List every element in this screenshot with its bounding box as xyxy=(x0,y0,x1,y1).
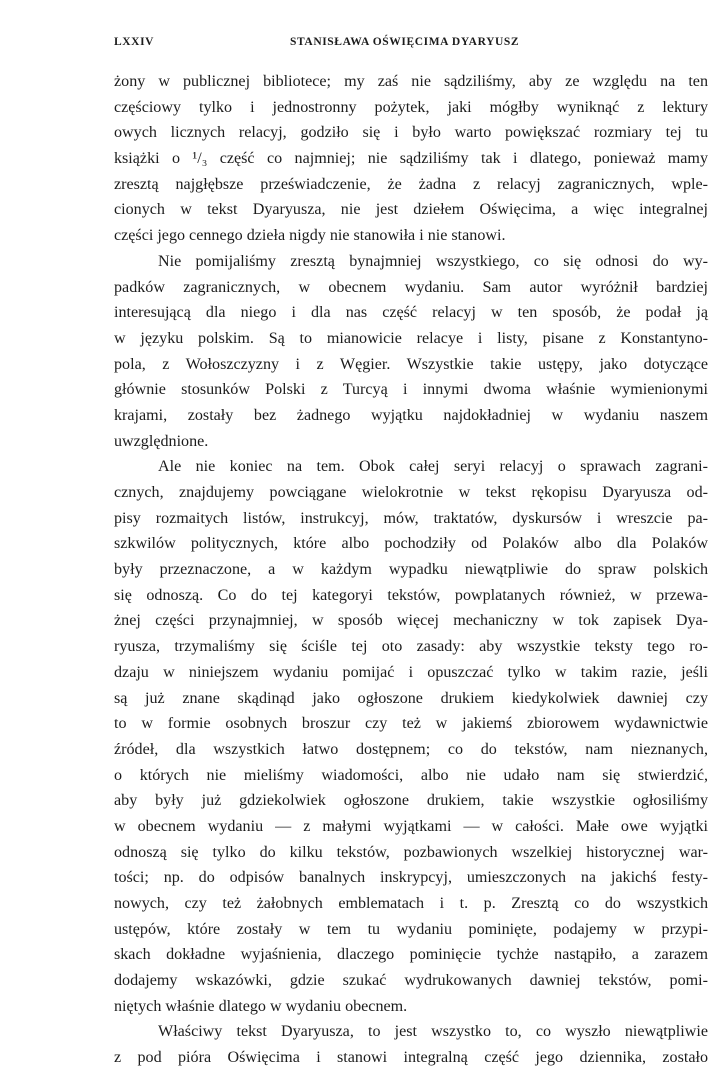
text-line: odnoszą się tylko do kilku tekstów, pozbawionych wszelkiej historycznej war- xyxy=(114,843,708,861)
page-header xyxy=(114,36,706,52)
body-text xyxy=(114,69,708,1071)
text-line: aby były już gdziekolwiek ogłoszone drukiem, takie wszystkie ogłosiliśmy xyxy=(114,792,708,810)
text-line: skach dokładne wyjaśnienia, dlaczego pominięcie tychże nastąpiło, a zarazem xyxy=(114,946,708,964)
text-line: nowych, czy też żałobnych emblematach i t. p. Zresztą co do wszystkich xyxy=(114,895,708,912)
text-line: dzaju w niniejszem wydaniu pomijać i opuszczać tylko w takim razie, jeśli xyxy=(114,663,708,681)
text-line: tości; np. do odpisów banalnych inskrypcyj, umieszczonych na jakichś festy- xyxy=(114,869,708,887)
text-line: żony w publicznej bibliotece; my zaś nie sądziliśmy, aby ze względu na ten xyxy=(114,73,708,90)
text-line: się odnoszą. Co do tej kategoryi tekstów, powplatanych również, w przewa- xyxy=(114,586,708,604)
text-line: interesującą dla niego i dla nas część relacyj w ten sposób, że podał ją xyxy=(114,304,708,322)
text-line: w obecnem wydaniu — z małymi wyjątkami — w całości. Małe owe wyjątki xyxy=(114,817,708,835)
text-line: owych licznych relacyj, godziło się i było warto powiększać rozmiary tej tu xyxy=(114,124,708,142)
text-line: części jego cennego dzieła nigdy nie stanowiła i nie stanowi. xyxy=(114,227,506,245)
text-line: dodajemy wskazówki, gdzie szukać wydrukowanych dawniej tekstów, pomi- xyxy=(114,972,708,990)
text-line: szkwilów politycznych, które albo pochodziły od Polaków albo dla Polaków xyxy=(114,535,708,553)
text-line: ryusza, trzymaliśmy się ściśle tej oto zasady: aby wszystkie teksty tego ro- xyxy=(114,638,708,656)
text-line: niętych właśnie dlatego w wydaniu obecnem. xyxy=(114,997,408,1015)
text-line: zresztą najgłębsze przeświadczenie, że żadna z relacyj zagranicznych, wple- xyxy=(114,175,708,193)
text-line: w języku polskim. Są to mianowicie relacye i listy, pisane z Konstantyno- xyxy=(114,329,708,347)
running-title: STANISŁAWA OŚWIĘCIMA DYARYUSZ xyxy=(290,36,520,48)
text-line: źródeł, dla wszystkich łatwo dostępnem; co do tekstów, nam nieznanych, xyxy=(114,740,708,758)
text-line: pola, z Wołoszczyzny i z Węgier. Wszystkie takie ustępy, jako dotyczące xyxy=(114,355,708,373)
text-line: były przeznaczone, a w każdym wypadku niewątpliwie do spraw polskich xyxy=(114,561,708,579)
text-line: są już znane skądinąd jako ogłoszone drukiem kiedykolwiek dawniej czy xyxy=(114,689,708,707)
text-line: to w formie osobnych broszur czy też w jakiemś zbiorowem wydawnictwie xyxy=(114,715,708,733)
text-line: padków zagranicznych, w obecnem wydaniu. Sam autor wyróżnił bardziej xyxy=(114,278,708,296)
text-line: ustępów, które zostały w tem tu wydaniu pominięte, podajemy w przypi- xyxy=(114,920,708,938)
text-line: cznych, znajdujemy powciągane wielokrotnie w tekst rękopisu Dyaryusza od- xyxy=(114,484,708,501)
text-line: Właściwy tekst Dyaryusza, to jest wszystko to, co wyszło niewątpliwie xyxy=(158,1023,708,1041)
text-line: częściowy tylko i jednostronny pożytek, jaki mógłby wyniknąć z lektury xyxy=(114,98,708,116)
text-line: Nie pomijaliśmy zresztą bynajmniej wszystkiego, co się odnosi do wy- xyxy=(158,252,708,270)
text-line: z pod pióra Oświęcima i stanowi integralną część jego dziennika, zostało xyxy=(114,1049,708,1067)
text-line: cionych w tekst Dyaryusza, nie jest dziełem Oświęcima, a więc integralnej xyxy=(114,201,708,219)
page-number: LXXIV xyxy=(114,36,155,48)
text-line: uwzględnione. xyxy=(114,432,209,450)
text-line: żnej części przynajmniej, w sposób więcej mechaniczny w tok zapisek Dya- xyxy=(114,612,708,630)
text-line: Ale nie koniec na tem. Obok całej seryi relacyj o sprawach zagrani- xyxy=(158,458,708,476)
text-line: książki o ¹/₃ część co najmniej; nie sądziliśmy tak i dlatego, ponieważ mamy xyxy=(114,150,708,168)
text-line: o których nie mieliśmy wiadomości, albo nie udało nam się stwierdzić, xyxy=(114,766,708,784)
text-line: pisy rozmaitych listów, instrukcyj, mów, traktatów, dyskursów i wreszcie pa- xyxy=(114,509,708,527)
text-line: głównie stosunków Polski z Turcyą i innymi dwoma właśnie wymienionymi xyxy=(114,381,708,399)
text-line: krajami, zostały bez żadnego wyjątku najdokładniej w wydaniu naszem xyxy=(114,406,708,424)
